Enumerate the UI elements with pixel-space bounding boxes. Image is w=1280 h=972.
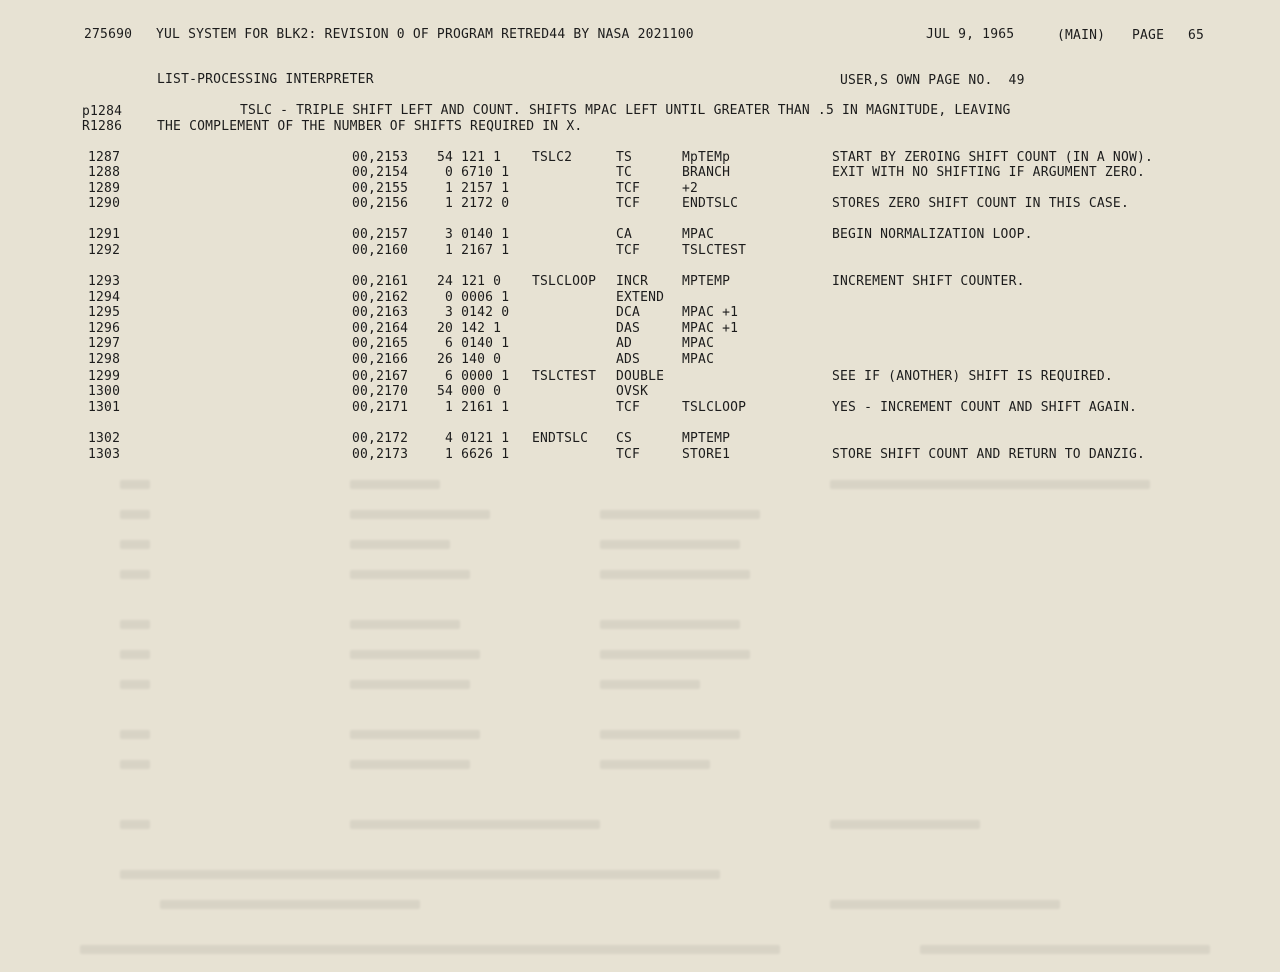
line-number: 1296 (88, 321, 121, 336)
operand: MPAC (682, 352, 715, 367)
intro-text: THE COMPLEMENT OF THE NUMBER OF SHIFTS REQUIRED IN X. (157, 119, 583, 134)
opcode: TC (616, 165, 633, 180)
line-number: 1301 (88, 400, 121, 415)
operand: TSLCTEST (682, 243, 747, 258)
operand: MPTEMP (682, 274, 731, 289)
octal-code: 1 2161 1 (437, 400, 510, 415)
line-number: 1300 (88, 384, 121, 399)
operand: +2 (682, 181, 699, 196)
line-number: 1294 (88, 290, 121, 305)
line-number: 1303 (88, 447, 121, 462)
address: 00,2160 (352, 243, 409, 258)
address: 00,2153 (352, 150, 409, 165)
line-number: 1302 (88, 431, 121, 446)
operand: MpTEMp (682, 150, 731, 165)
address: 00,2164 (352, 321, 409, 336)
operand: BRANCH (682, 165, 731, 180)
opcode: TCF (616, 243, 641, 258)
octal-code: 6 0000 1 (437, 369, 510, 384)
line-number: 1291 (88, 227, 121, 242)
comment: BEGIN NORMALIZATION LOOP. (832, 227, 1033, 242)
page-label: PAGE (1132, 28, 1165, 43)
address: 00,2162 (352, 290, 409, 305)
line-number: 1290 (88, 196, 121, 211)
operand: TSLCLOOP (682, 400, 747, 415)
address: 00,2161 (352, 274, 409, 289)
opcode: CA (616, 227, 633, 242)
intro-line-number: R1286 (82, 119, 123, 134)
symbol-label: TSLC2 (532, 150, 573, 165)
opcode: ADS (616, 352, 641, 367)
address: 00,2163 (352, 305, 409, 320)
doc-section: (MAIN) (1057, 28, 1106, 43)
opcode: DOUBLE (616, 369, 665, 384)
comment: STORE SHIFT COUNT AND RETURN TO DANZIG. (832, 447, 1146, 462)
octal-code: 3 0140 1 (437, 227, 510, 242)
operand: MPTEMP (682, 431, 731, 446)
opcode: TCF (616, 181, 641, 196)
octal-code: 1 2172 0 (437, 196, 510, 211)
address: 00,2170 (352, 384, 409, 399)
operand: MPAC (682, 227, 715, 242)
line-number: 1292 (88, 243, 121, 258)
line-number: 1293 (88, 274, 121, 289)
opcode: INCR (616, 274, 649, 289)
octal-code: 54 000 0 (437, 384, 502, 399)
page-number: 65 (1188, 28, 1205, 43)
symbol-label: TSLCLOOP (532, 274, 597, 289)
line-number: 1295 (88, 305, 121, 320)
doc-number: 275690 (84, 27, 133, 42)
address: 00,2157 (352, 227, 409, 242)
line-number: 1298 (88, 352, 121, 367)
octal-code: 6 0140 1 (437, 336, 510, 351)
octal-code: 0 0006 1 (437, 290, 510, 305)
operand: MPAC +1 (682, 305, 739, 320)
octal-code: 54 121 1 (437, 150, 502, 165)
octal-code: 24 121 0 (437, 274, 502, 289)
doc-date: JUL 9, 1965 (926, 27, 1015, 42)
doc-title: YUL SYSTEM FOR BLK2: REVISION 0 OF PROGRAM RETRED44 BY NASA 2021100 (156, 27, 694, 42)
intro-line-number: p1284 (82, 104, 123, 119)
comment: INCREMENT SHIFT COUNTER. (832, 274, 1025, 289)
comment: EXIT WITH NO SHIFTING IF ARGUMENT ZERO. (832, 165, 1146, 180)
octal-code: 3 0142 0 (437, 305, 510, 320)
address: 00,2154 (352, 165, 409, 180)
comment: START BY ZEROING SHIFT COUNT (IN A NOW). (832, 150, 1154, 165)
operand: STORE1 (682, 447, 731, 462)
opcode: DAS (616, 321, 641, 336)
opcode: TS (616, 150, 633, 165)
address: 00,2166 (352, 352, 409, 367)
opcode: TCF (616, 447, 641, 462)
line-number: 1299 (88, 369, 121, 384)
octal-code: 0 6710 1 (437, 165, 510, 180)
symbol-label: ENDTSLC (532, 431, 589, 446)
address: 00,2155 (352, 181, 409, 196)
comment: STORES ZERO SHIFT COUNT IN THIS CASE. (832, 196, 1129, 211)
line-number: 1297 (88, 336, 121, 351)
octal-code: 26 140 0 (437, 352, 502, 367)
opcode: TCF (616, 400, 641, 415)
opcode: CS (616, 431, 633, 446)
octal-code: 20 142 1 (437, 321, 502, 336)
opcode: OVSK (616, 384, 649, 399)
octal-code: 1 2157 1 (437, 181, 510, 196)
line-number: 1288 (88, 165, 121, 180)
address: 00,2167 (352, 369, 409, 384)
operand: MPAC (682, 336, 715, 351)
symbol-label: TSLCTEST (532, 369, 597, 384)
opcode: EXTEND (616, 290, 665, 305)
subheader-title: LIST-PROCESSING INTERPRETER (157, 72, 374, 87)
opcode: TCF (616, 196, 641, 211)
opcode: DCA (616, 305, 641, 320)
address: 00,2171 (352, 400, 409, 415)
line-number: 1287 (88, 150, 121, 165)
line-number: 1289 (88, 181, 121, 196)
subheader-user-page: USER,S OWN PAGE NO. 49 (840, 73, 1025, 88)
octal-code: 1 2167 1 (437, 243, 510, 258)
intro-text: TSLC - TRIPLE SHIFT LEFT AND COUNT. SHIFTS MPAC LEFT UNTIL GREATER THAN .5 IN MAGNITUDE, LEAVING (240, 103, 1011, 118)
operand: ENDTSLC (682, 196, 739, 211)
comment: YES - INCREMENT COUNT AND SHIFT AGAIN. (832, 400, 1138, 415)
address: 00,2173 (352, 447, 409, 462)
address: 00,2156 (352, 196, 409, 211)
octal-code: 1 6626 1 (437, 447, 510, 462)
address: 00,2165 (352, 336, 409, 351)
octal-code: 4 0121 1 (437, 431, 510, 446)
address: 00,2172 (352, 431, 409, 446)
comment: SEE IF (ANOTHER) SHIFT IS REQUIRED. (832, 369, 1113, 384)
opcode: AD (616, 336, 633, 351)
operand: MPAC +1 (682, 321, 739, 336)
bleed-through (0, 480, 1280, 960)
